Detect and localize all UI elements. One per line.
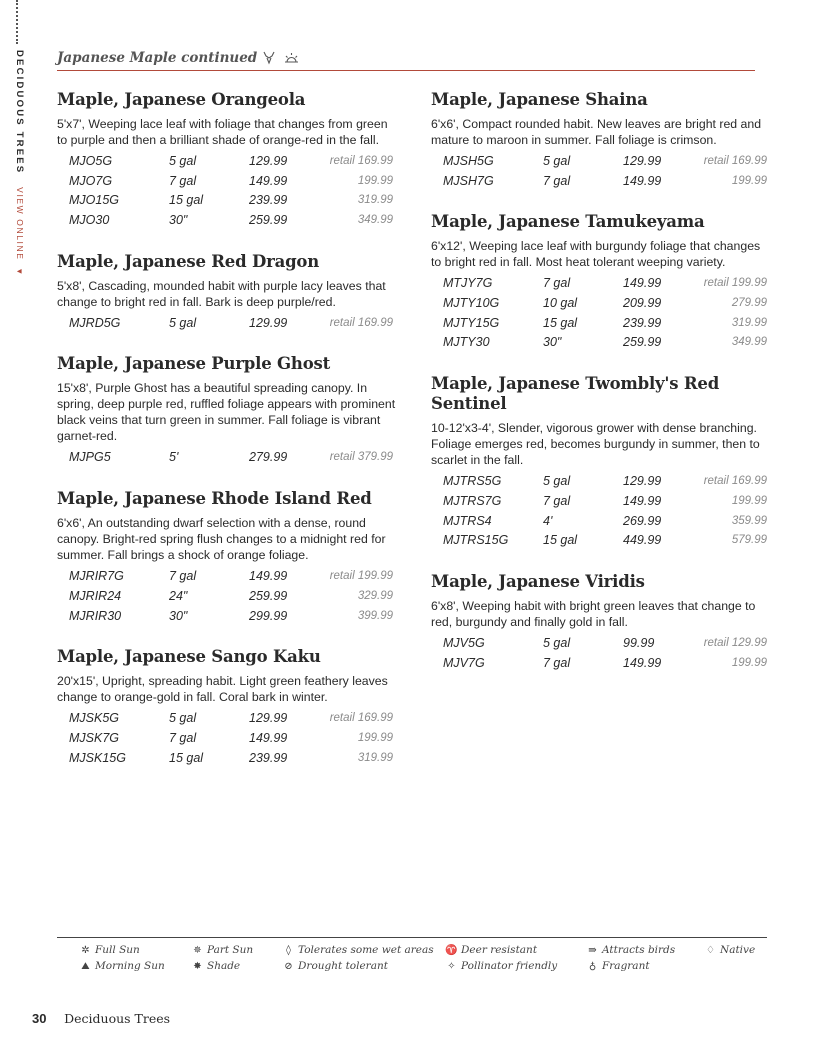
retail-price: 199.99 [357,731,393,744]
birds-icon: ⇛ [588,945,597,956]
sku-code: MJV5G [443,635,485,650]
sku-code: MJRD5G [69,315,121,330]
product-name: Maple, Japanese Tamukeyama [431,212,705,232]
legend-label: Shade [207,960,241,972]
product-description: 6'x6', Compact rounded habit. New leaves are bright red and mature to maroon in summer. Fall foliage is crimson. [431,117,762,147]
legend-item [191,944,253,956]
container-size: 5' [169,450,179,465]
product-name: Maple, Japanese Orangeola [57,90,306,109]
product-block [57,647,397,769]
retail-price: 349.99 [357,214,393,227]
sale-price: 129.99 [623,154,662,168]
price-row [431,635,771,655]
legend-label: Pollinator friendly [461,960,558,972]
morning-sun-icon: ⛰ [81,961,90,972]
legend-label: Drought tolerant [298,960,388,972]
price-row [57,449,397,469]
retail-price: retail 129.99 [703,636,767,649]
legend-item [586,944,675,956]
price-row [431,275,771,295]
retail-price: 319.99 [357,751,393,764]
price-row [57,588,397,608]
price-row [431,295,771,315]
container-size: 5 gal [543,154,571,168]
part-sun-icon: ✵ [193,945,202,956]
legend-label: Fragrant [602,960,650,972]
price-row [57,608,397,628]
caret-down-icon: ▼ [15,267,24,278]
product-description: 10-12'x3-4', Slender, vigorous grower with dense branching. Foliage emerges red, becomes burgundy in summer, then to scarlet in the fall. [431,421,760,468]
retail-price: retail 169.99 [329,155,393,167]
retail-price: 399.99 [357,609,393,622]
container-size: 4' [543,513,553,528]
container-size: 7 gal [543,276,571,291]
sale-price: 129.99 [249,711,288,726]
price-row [57,568,397,588]
sku-code: MJO7G [69,173,113,188]
page-header [57,48,755,71]
page-footer [32,1011,170,1026]
sale-price: 259.99 [249,213,288,228]
side-tab [5,0,29,278]
sku-code: MJSH7G [443,173,494,188]
price-row [431,334,771,354]
sku-code: MJO30 [69,213,110,228]
sale-price: 149.99 [623,173,662,188]
legend-item [445,960,557,972]
container-size: 7 gal [543,493,571,508]
price-row [431,473,771,493]
sku-code: MJPG5 [69,450,111,465]
price-row [431,655,771,675]
shade-icon: ✸ [193,961,202,972]
product-block [431,90,771,192]
full-sun-icon: ✲ [81,945,90,956]
sku-code: MJTY10G [443,296,500,311]
retail-price: 359.99 [731,514,767,527]
product-name: Maple, Japanese Shaina [431,90,648,109]
sale-price: 209.99 [623,296,662,311]
sku-code: MJTY15G [443,315,500,330]
product-description: 5'x8', Cascading, mounded habit with purple lacy leaves that change to bright red in fall. Bark is deep purple/red. [57,278,386,309]
sale-price: 299.99 [249,608,288,623]
container-size: 30" [543,335,562,350]
retail-price: retail 169.99 [703,475,767,488]
sku-code: MTJY7G [443,276,493,291]
sku-code: MJSK7G [69,730,120,745]
container-size: 30" [169,608,188,623]
container-size: 15 gal [169,193,204,208]
icon-legend [57,937,767,980]
left-column [57,90,397,789]
right-column [431,90,771,694]
legend-label: Morning Sun [95,960,165,972]
header-icons [262,49,303,67]
container-size: 5 gal [543,474,571,489]
sale-price: 239.99 [623,315,662,330]
legend-label: Attracts birds [602,944,676,956]
retail-price: 349.99 [731,336,767,349]
morning-sun-icon [284,52,299,64]
product-name: Maple, Japanese Sango Kaku [57,647,321,667]
container-size: 7 gal [543,655,571,670]
sku-code: MJRIR24 [69,588,122,603]
price-row [57,750,397,770]
container-size: 5 gal [169,154,197,168]
price-row [57,153,397,173]
legend-item [79,944,140,956]
sku-code: MJTRS7G [443,493,502,508]
sku-code: MJO15G [69,193,120,208]
price-row [57,730,397,750]
retail-price: retail 199.99 [703,277,767,290]
price-row [431,532,771,552]
footer-section: Deciduous Trees [64,1011,171,1026]
deer-resistant-icon [262,51,276,65]
retail-price: retail 169.99 [703,155,767,167]
legend-label: Full Sun [95,944,140,956]
retail-price: 579.99 [731,534,767,547]
sku-code: MJRIR7G [69,569,124,584]
sale-price: 149.99 [623,276,662,291]
product-block [57,489,397,627]
sku-code: MJTRS4 [443,513,492,528]
side-tab-text [14,50,25,277]
sku-code: MJSH5G [443,154,494,168]
sale-price: 279.99 [249,450,288,465]
price-row [431,153,771,173]
product-description: 15'x8', Purple Ghost has a beautiful spreading canopy. In spring, deep purple red, ruffled foliage appears with prominent black veins that turn green in summer. Fall foliage is vibrant garnet-red. [57,381,396,444]
native-icon: ♢ [706,945,715,956]
product-name: Maple, Japanese Twombly's Red Sentinel [431,374,720,414]
price-row [57,710,397,730]
sku-code: MJTRS15G [443,533,509,548]
sale-price: 149.99 [249,569,288,584]
container-size: 7 gal [169,730,197,745]
legend-item [586,960,650,972]
product-name: Maple, Japanese Red Dragon [57,251,320,271]
container-size: 15 gal [543,315,578,330]
sale-price: 259.99 [623,335,662,350]
sale-price: 449.99 [623,533,662,548]
page-number: 30 [32,1011,47,1026]
price-row [57,315,397,335]
sale-price: 99.99 [623,635,655,650]
legend-item [79,960,165,972]
product-description: 5'x7', Weeping lace leaf with foliage that changes from green to purple and then a brilliant shade of orange-red in the fall. [57,117,388,147]
retail-price: retail 199.99 [329,570,393,583]
container-size: 7 gal [169,569,197,584]
sku-code: MJRIR30 [69,608,122,623]
retail-price: 279.99 [731,297,767,310]
price-row [57,212,397,232]
product-block [431,572,771,674]
sale-price: 149.99 [249,173,288,188]
legend-label: Deer resistant [461,944,538,956]
legend-label: Tolerates some wet areas [298,944,434,956]
retail-price: 329.99 [357,589,393,602]
legend-item [704,944,755,956]
retail-price: retail 169.99 [329,712,393,725]
legend-label: Native [720,944,756,956]
deer-resistant-icon: ♈ [445,945,458,956]
container-size: 10 gal [543,296,578,311]
wet-areas-icon: ◊ [286,945,291,956]
container-size: 15 gal [169,750,204,765]
container-size: 24" [169,588,188,603]
legend-label: Part Sun [207,944,254,956]
legend-item [282,960,388,972]
container-size: 7 gal [169,173,197,188]
sale-price: 149.99 [623,493,662,508]
container-size: 5 gal [169,711,197,726]
retail-price: 319.99 [357,194,393,207]
price-row [431,315,771,335]
fragrant-icon: ♁ [588,961,597,972]
product-block [431,374,771,552]
sale-price: 239.99 [249,750,288,765]
product-description: 20'x15', Upright, spreading habit. Light green feathery leaves change to orange-gold in fall. Coral bark in winter. [57,674,388,705]
retail-price: 319.99 [731,316,767,329]
product-block [57,354,397,469]
legend-item [282,944,434,956]
sku-code: MJSK5G [69,711,120,726]
retail-price: 199.99 [357,174,393,187]
sale-price: 239.99 [249,193,288,208]
sale-price: 259.99 [249,588,288,603]
sale-price: 149.99 [249,730,288,745]
container-size: 5 gal [543,635,571,650]
container-size: 15 gal [543,533,578,548]
header-title: Japanese Maple continued [57,50,258,66]
retail-price: 199.99 [731,174,767,187]
sale-price: 129.99 [623,474,662,489]
product-block [57,252,397,335]
container-size: 30" [169,213,188,228]
pollinator-icon: ✧ [447,961,456,972]
product-name: Maple, Japanese Purple Ghost [57,354,331,374]
container-size: 7 gal [543,173,571,188]
price-row [57,173,397,193]
sku-code: MJTY30 [443,335,490,350]
price-row [431,513,771,533]
legend-item [445,944,537,956]
sku-code: MJTRS5G [443,474,502,489]
product-description: 6'x6', An outstanding dwarf selection with a dense, round canopy. Bright-red spring flush changes to a midnight red for summer. Fall brings a shock of orange foliage. [57,516,386,563]
side-section-label: DECIDUOUS TREES [14,50,25,175]
product-name: Maple, Japanese Viridis [431,571,645,591]
product-name: Maple, Japanese Rhode Island Red [57,489,372,509]
retail-price: retail 379.99 [329,451,393,464]
view-online-link[interactable]: VIEW ONLINE [15,187,25,261]
retail-price: 199.99 [731,656,767,669]
sku-code: MJO5G [69,154,113,168]
price-row [57,192,397,212]
retail-price: 199.99 [731,494,767,507]
product-block [57,90,397,232]
sku-code: MJV7G [443,655,485,670]
price-row [431,493,771,513]
product-description: 6'x12', Weeping lace leaf with burgundy foliage that changes to bright red in fall. Most heat tolerant weeping variety. [431,239,761,270]
sale-price: 269.99 [623,513,662,528]
sale-price: 149.99 [623,655,662,670]
sale-price: 129.99 [249,315,288,330]
sku-code: MJSK15G [69,750,126,765]
price-row [431,173,771,193]
side-dotted-line [16,0,18,44]
sale-price: 129.99 [249,154,288,168]
product-description: 6'x8', Weeping habit with bright green leaves that change to red, burgundy and finally gold in fall. [431,598,756,629]
product-block [431,212,771,354]
retail-price: retail 169.99 [329,316,393,329]
container-size: 5 gal [169,315,197,330]
legend-item [191,960,240,972]
drought-tolerant-icon: ⊘ [284,961,293,972]
